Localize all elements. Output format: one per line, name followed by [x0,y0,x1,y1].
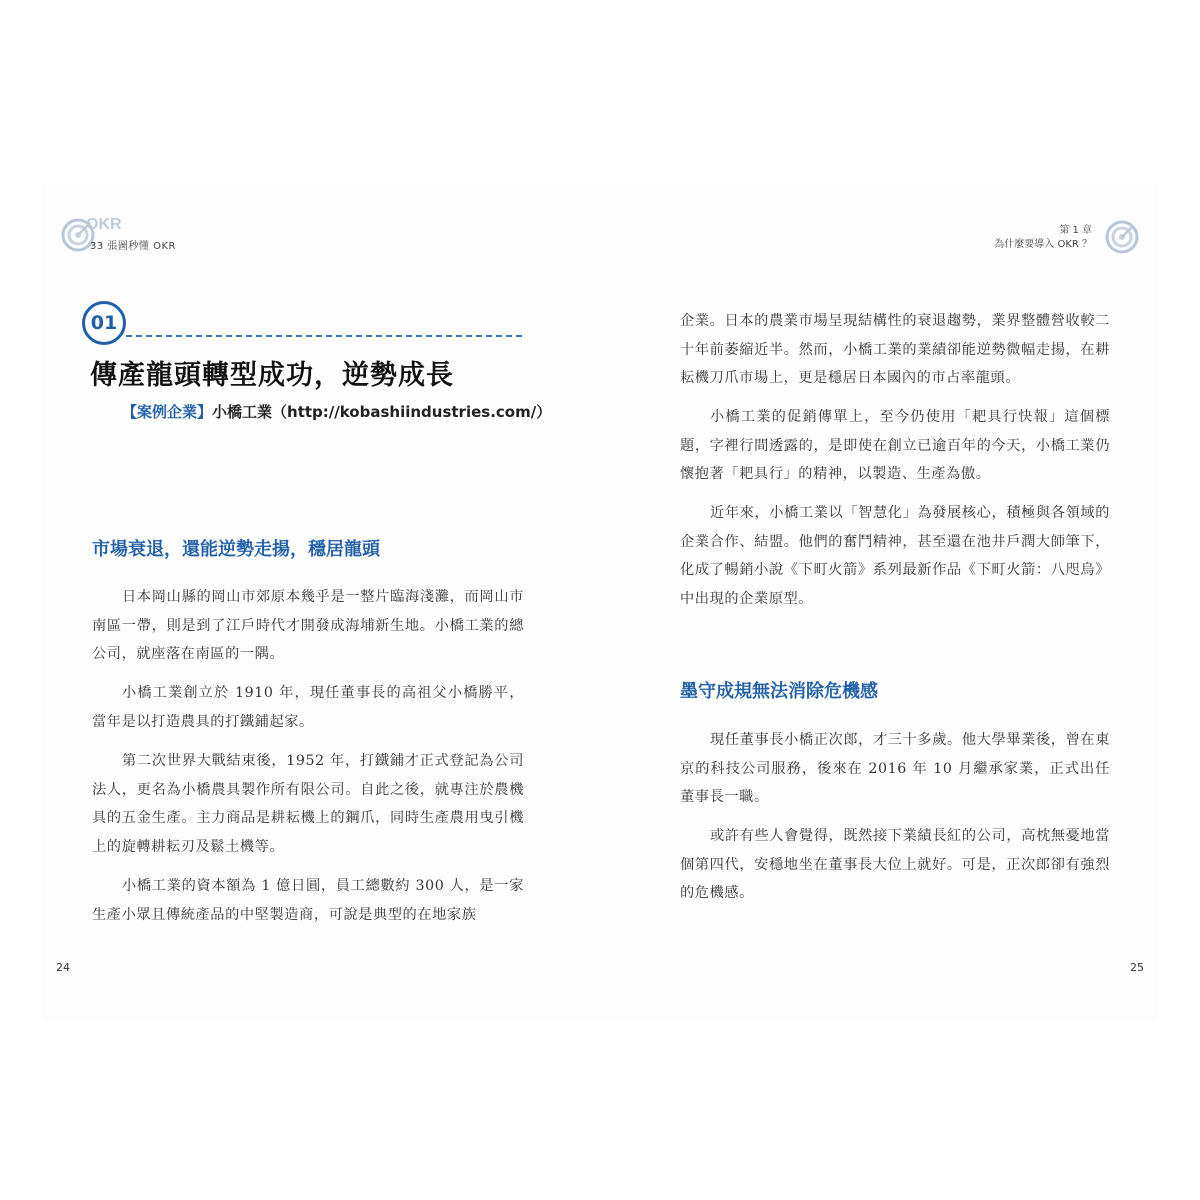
paragraph: 企業。日本的農業市場呈現結構性的衰退趨勢，業界整體營收較二十年前萎縮近半。然而，小橋工業的業績卻能逆勢微幅走揚，在耕耘機刀爪市場上，更是穩居日本國內的市占率龍頭。 [680,313,1110,386]
page-number-right: 25 [1130,961,1144,974]
paragraph: 第二次世界大戰結束後，1952 年，打鐵鋪才正式登記為公司法人，更名為小橋農具製作所有限公司。自此之後，就專注於農機具的五金生產。主力商品是耕耘機上的鋼爪，同時生產農用曳引機上的旋轉耕耘刃及鬆土機等。 [92,753,524,855]
chapter-title: 為什麼要導入 OKR ？ [994,239,1092,250]
case-company-line [122,401,551,422]
case-label: 【案例企業】 [122,403,213,421]
case-company: 小橋工業（http://kobashiindustries.com/） [212,403,552,421]
right-subheading: 墨守成規無法消除危機感 [680,681,878,702]
paragraph: 或許有些人會覺得，既然接下業績長紅的公司，高枕無憂地當個第四代，安穩地坐在董事長大位上就好。可是，正次郎卻有強烈的危機感。 [680,828,1110,901]
chapter-header [994,224,1092,252]
paragraph: 近年來，小橋工業以「智慧化」為發展核心，積極與各領域的企業合作、結盟。他們的奮鬥精神，甚至還在池井戶潤大師筆下，化成了暢銷小說《下町火箭》系列最新作品《下町火箭：八咫烏》中出現的企業原型。 [680,505,1110,607]
paragraph: 小橋工業的資本額為 1 億日圓，員工總數約 300 人，是一家生產小眾且傳統產品的中堅製造商，可說是典型的在地家族 [92,878,524,923]
paragraph: 現任董事長小橋正次郎，才三十多歲。他大學畢業後，曾在東京的科技公司服務，後來在 2016 年 10 月繼承家業，正式出任董事長一職。 [680,732,1110,805]
paragraph: 小橋工業創立於 1910 年，現任董事長的高祖父小橋勝平，當年是以打造農具的打鐵鋪起家。 [92,685,524,730]
okr-logo-text: OKR [86,216,122,233]
target-icon [1102,217,1142,257]
book-spread [42,183,1158,1021]
section-number-badge: 01 [82,301,126,345]
page-number-left: 24 [56,961,70,974]
right-page [600,183,1158,1021]
book-title: 33 張圖秒懂 OKR [90,241,176,252]
left-subheading: 市場衰退，還能逆勢走揚，穩居龍頭 [92,539,380,560]
section-title: 傳產龍頭轉型成功，逆勢成長 [90,360,454,391]
paragraph: 日本岡山縣的岡山市郊原本幾乎是一整片臨海淺灘，而岡山市南區一帶，則是到了江戶時代才開發成海埔新生地。小橋工業的總公司，就座落在南區的一隅。 [92,589,524,662]
chapter-number: 第 1 章 [1059,225,1092,236]
left-page [42,183,600,1021]
paragraph: 小橋工業的促銷傳單上，至今仍使用「耙具行快報」這個標題，字裡行間透露的，是即使在創立已逾百年的今天，小橋工業仍懷抱著「耙具行」的精神，以製造、生產為傲。 [680,409,1110,482]
dashed-divider [126,335,522,337]
